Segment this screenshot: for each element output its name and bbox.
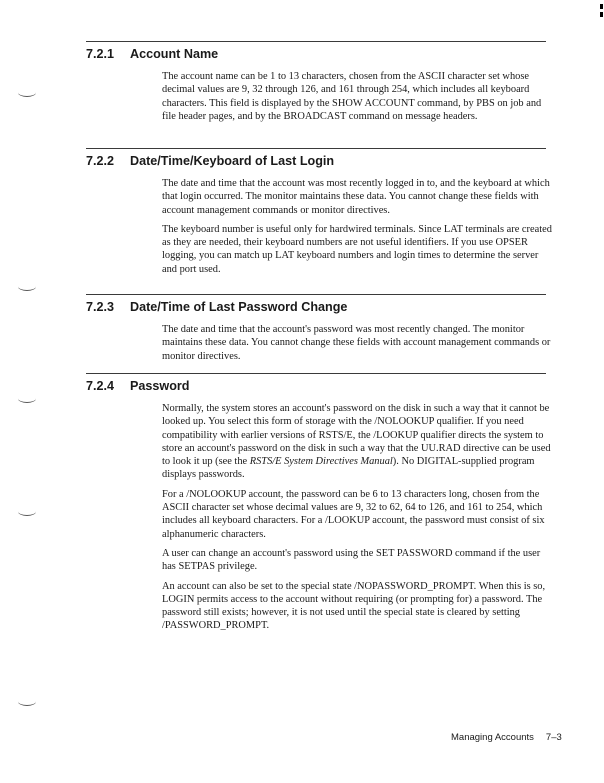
paragraph: An account can also be set to the special state /NOPASSWORD_PROMPT. When this is so, LOGIN permits access to the account without requiring (or prompting for) a password. The password still exists; however, it is not used until the special state is cleared by setting /PASSWORD_PROMPT. xyxy=(162,580,546,632)
footer-chapter-title: Managing Accounts xyxy=(451,732,534,743)
paragraph: The account name can be 1 to 13 characters, chosen from the ASCII character set whose decimal values are 9, 32 through 126, and 161 through 254, which includes all keyboard characters. This field is displayed by the SHOW ACCOUNT command, by PBS on job and file header pages, and by the BROADCAST command on message headers. xyxy=(162,71,542,122)
section-account-name xyxy=(86,41,546,129)
binder-hole-mark xyxy=(18,394,36,403)
section-heading xyxy=(86,378,546,394)
section-body xyxy=(162,70,552,123)
paragraph-text: Normally, the system stores an account's password on the disk in such a way that it cannot be looked up. You select this form of storage with the /NOLOOKUP qualifier. If you need compatibility with earlier versions of RSTS/E, the /LOOKUP qualifier directs the system to store an account's password on the disk in such a way that the UU.RAD directive can be used to look it up (see the xyxy=(162,403,551,468)
section-title: Date/Time/Keyboard of Last Login xyxy=(130,154,335,168)
section-body xyxy=(162,177,552,276)
paragraph: The keyboard number is useful only for hardwired terminals. Since LAT terminals are created as they are needed, their keyboard numbers are not useful identifiers. If you use OPSER logging, you can match up LAT keyboard numbers and login times to determine the server and port used. xyxy=(162,223,552,275)
section-heading xyxy=(86,299,546,315)
paragraph: The date and time that the account's password was most recently changed. The monitor maintains these data. You cannot change these fields with account management commands or monitor directives. xyxy=(162,324,551,362)
section-last-password-change xyxy=(86,294,551,369)
manual-reference: RSTS/E System Directives Manual xyxy=(249,456,393,468)
paragraph: A user can change an account's password using the SET PASSWORD command if the user has SETPAS privilege. xyxy=(162,547,541,573)
section-body xyxy=(162,323,552,363)
paragraph xyxy=(162,402,552,482)
paragraph-text: ). No DIGITAL-supplied program displays passwords. xyxy=(162,456,535,481)
section-number: 7.2.4 xyxy=(86,379,115,393)
section-rule xyxy=(86,294,546,295)
section-heading xyxy=(86,153,546,169)
section-title: Password xyxy=(130,379,190,393)
section-title: Date/Time of Last Password Change xyxy=(130,300,348,314)
section-password xyxy=(86,373,551,639)
section-rule xyxy=(86,148,546,149)
paragraph: The date and time that the account was most recently logged in to, and the keyboard at which that login occurred. The monitor maintains these data. You cannot change these fields with account management commands or monitor directives. xyxy=(162,178,550,216)
page-footer xyxy=(451,732,562,743)
section-rule xyxy=(86,373,546,374)
scan-mark xyxy=(600,4,603,9)
binder-hole-mark xyxy=(18,507,36,516)
section-body xyxy=(162,402,552,633)
paragraph: For a /NOLOOKUP account, the password can be 6 to 13 characters long, chosen from the ASCII character set whose decimal values are 9, 32 to 62, 64 to 126, and 161 to 254, which includes all keyboard characters. For a /LOOKUP account, the password must consist of six alphanumeric characters. xyxy=(162,488,545,540)
section-heading xyxy=(86,46,546,62)
section-number: 7.2.3 xyxy=(86,300,115,314)
section-title: Account Name xyxy=(130,47,219,61)
binder-hole-mark xyxy=(18,88,36,97)
section-rule xyxy=(86,41,546,42)
section-number: 7.2.1 xyxy=(86,47,115,61)
section-last-login xyxy=(86,148,552,282)
page-number: 7–3 xyxy=(545,732,562,743)
binder-hole-mark xyxy=(18,282,36,291)
scan-mark xyxy=(600,12,603,17)
binder-hole-mark xyxy=(18,697,36,706)
section-number: 7.2.2 xyxy=(86,154,115,168)
